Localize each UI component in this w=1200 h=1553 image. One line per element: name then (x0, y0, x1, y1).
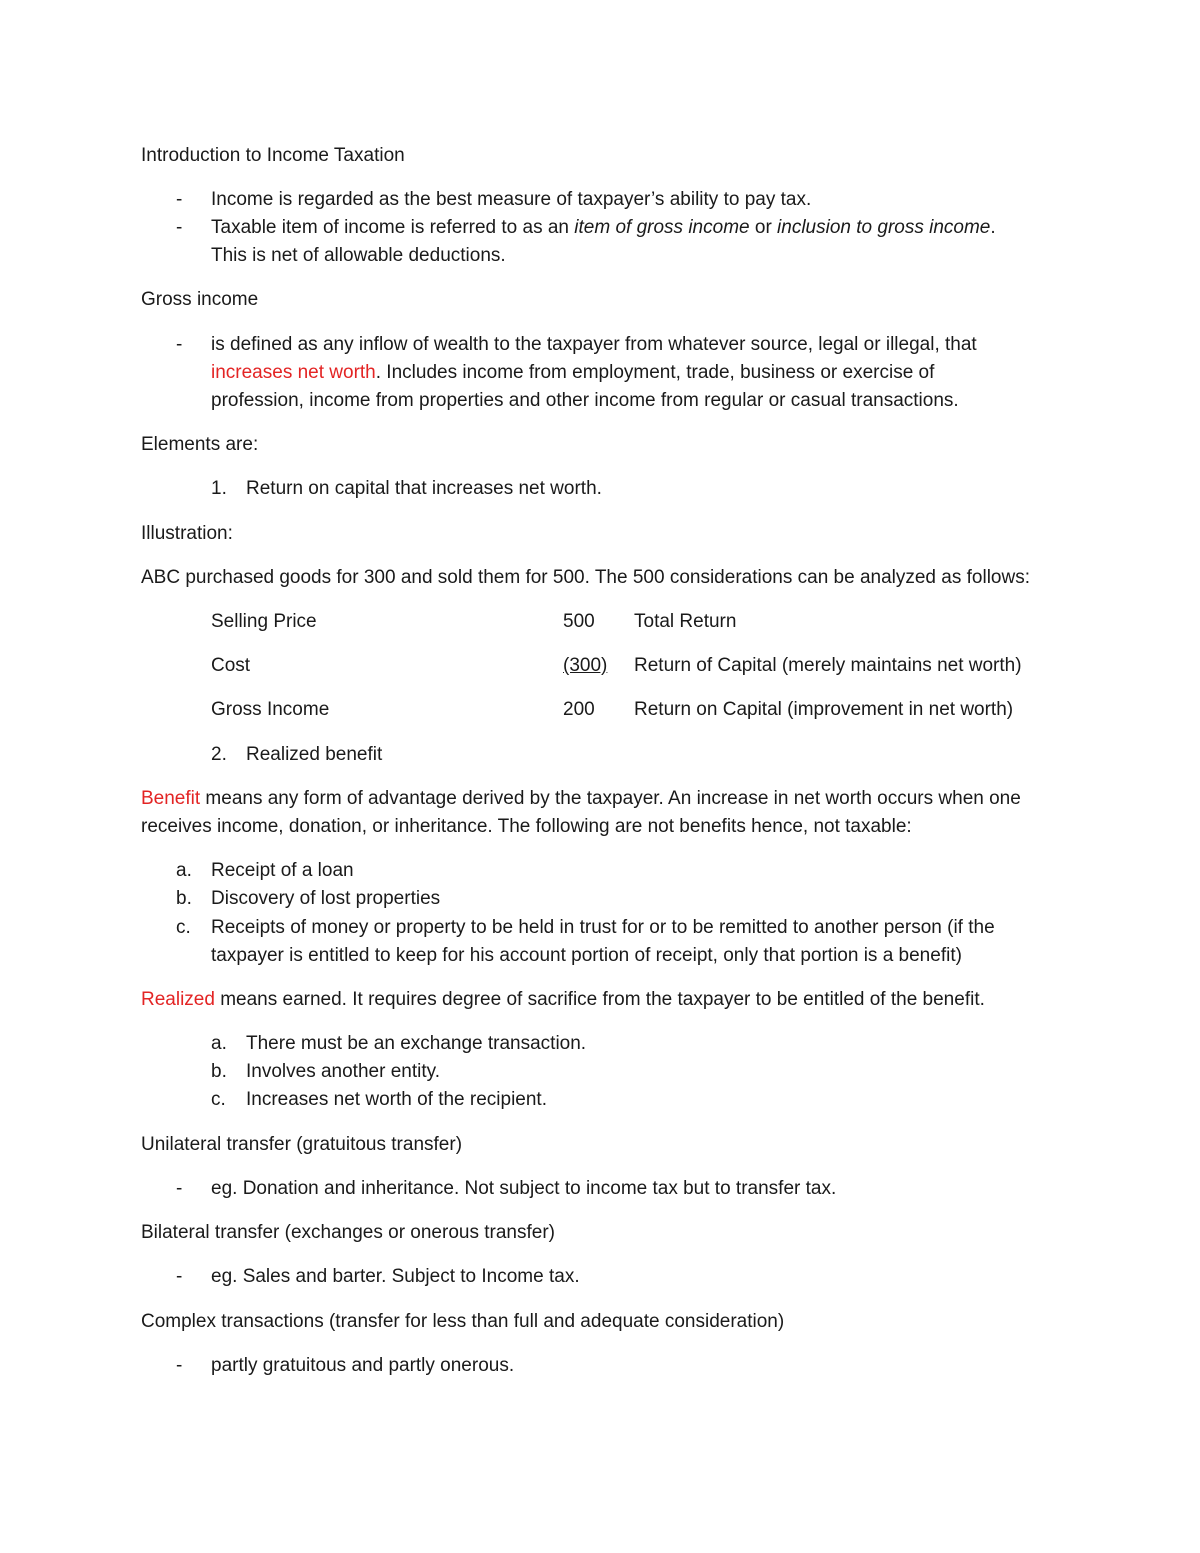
table-label: Cost (211, 655, 251, 676)
list-letter: b. (211, 1061, 227, 1082)
bilateral-heading: Bilateral transfer (exchanges or onerous transfer) (141, 1222, 555, 1243)
benefit-line-1: Benefit means any form of advantage derived by the taxpayer. An increase in net worth occurs when one (141, 788, 1021, 809)
element-2-text: Realized benefit (246, 744, 383, 765)
list-item: Discovery of lost properties (211, 888, 441, 909)
list-letter: a. (176, 860, 192, 881)
unilateral-heading: Unilateral transfer (gratuitous transfer) (141, 1134, 463, 1155)
highlight-red: increases net worth (211, 362, 376, 383)
list-letter: c. (211, 1089, 226, 1110)
element-number: 2. (211, 744, 227, 765)
table-desc: Return on Capital (improvement in net worth) (634, 699, 1014, 720)
table-value: 200 (563, 699, 595, 720)
emphasis-text: item of gross income (574, 217, 750, 238)
table-label: Gross Income (211, 699, 330, 720)
benefit-line-2: receives income, donation, or inheritance. The following are not benefits hence, not taxable: (141, 816, 912, 837)
list-item: Increases net worth of the recipient. (246, 1089, 547, 1110)
table-value: (300) (563, 655, 608, 676)
highlight-red: Benefit (141, 788, 201, 809)
bullet-dash: - (176, 334, 183, 355)
list-letter: c. (176, 917, 191, 938)
emphasis-text: inclusion to gross income (777, 217, 991, 238)
complex-text: partly gratuitous and partly onerous. (211, 1355, 515, 1376)
bullet-dash: - (176, 189, 183, 210)
gross-income-line-3: profession, income from properties and other income from regular or casual transactions. (211, 390, 959, 411)
highlight-red: Realized (141, 989, 215, 1010)
bullet-dash: - (176, 1178, 183, 1199)
table-desc: Total Return (634, 611, 737, 632)
element-1-text: Return on capital that increases net worth. (246, 478, 602, 499)
bullet-dash: - (176, 1266, 183, 1287)
list-item: There must be an exchange transaction. (246, 1033, 587, 1054)
illustration-heading: Illustration: (141, 523, 233, 544)
gross-income-line-2: increases net worth. Includes income from employment, trade, business or exercise of (211, 362, 935, 383)
list-letter: a. (211, 1033, 227, 1054)
gross-income-heading: Gross income (141, 289, 259, 310)
bullet-dash: - (176, 1355, 183, 1376)
table-desc: Return of Capital (merely maintains net worth) (634, 655, 1022, 676)
realized-line: Realized means earned. It requires degree of sacrifice from the taxpayer to be entitled of the benefit. (141, 989, 985, 1010)
list-item: Involves another entity. (246, 1061, 440, 1082)
intro-bullet-2: Taxable item of income is referred to as an item of gross income or inclusion to gross income. (211, 217, 996, 238)
list-item: Receipt of a loan (211, 860, 354, 881)
table-value: 500 (563, 611, 595, 632)
bullet-dash: - (176, 217, 183, 238)
gross-income-line-1: is defined as any inflow of wealth to the taxpayer from whatever source, legal or illegal, that (211, 334, 977, 355)
illustration-text: ABC purchased goods for 300 and sold them for 500. The 500 considerations can be analyzed as follows: (141, 567, 1030, 588)
elements-heading: Elements are: (141, 434, 259, 455)
page-title: Introduction to Income Taxation (141, 145, 405, 166)
intro-bullet-2-continued: This is net of allowable deductions. (211, 245, 506, 266)
list-item: Receipts of money or property to be held in trust for or to be remitted to another person (if the (211, 917, 995, 938)
table-label: Selling Price (211, 611, 317, 632)
list-letter: b. (176, 888, 192, 909)
complex-heading: Complex transactions (transfer for less than full and adequate consideration) (141, 1311, 785, 1332)
intro-bullet-1: Income is regarded as the best measure of taxpayer’s ability to pay tax. (211, 189, 812, 210)
element-number: 1. (211, 478, 227, 499)
list-item-continued: taxpayer is entitled to keep for his account portion of receipt, only that portion is a benefit) (211, 945, 962, 966)
bilateral-text: eg. Sales and barter. Subject to Income tax. (211, 1266, 580, 1287)
unilateral-text: eg. Donation and inheritance. Not subject to income tax but to transfer tax. (211, 1178, 837, 1199)
